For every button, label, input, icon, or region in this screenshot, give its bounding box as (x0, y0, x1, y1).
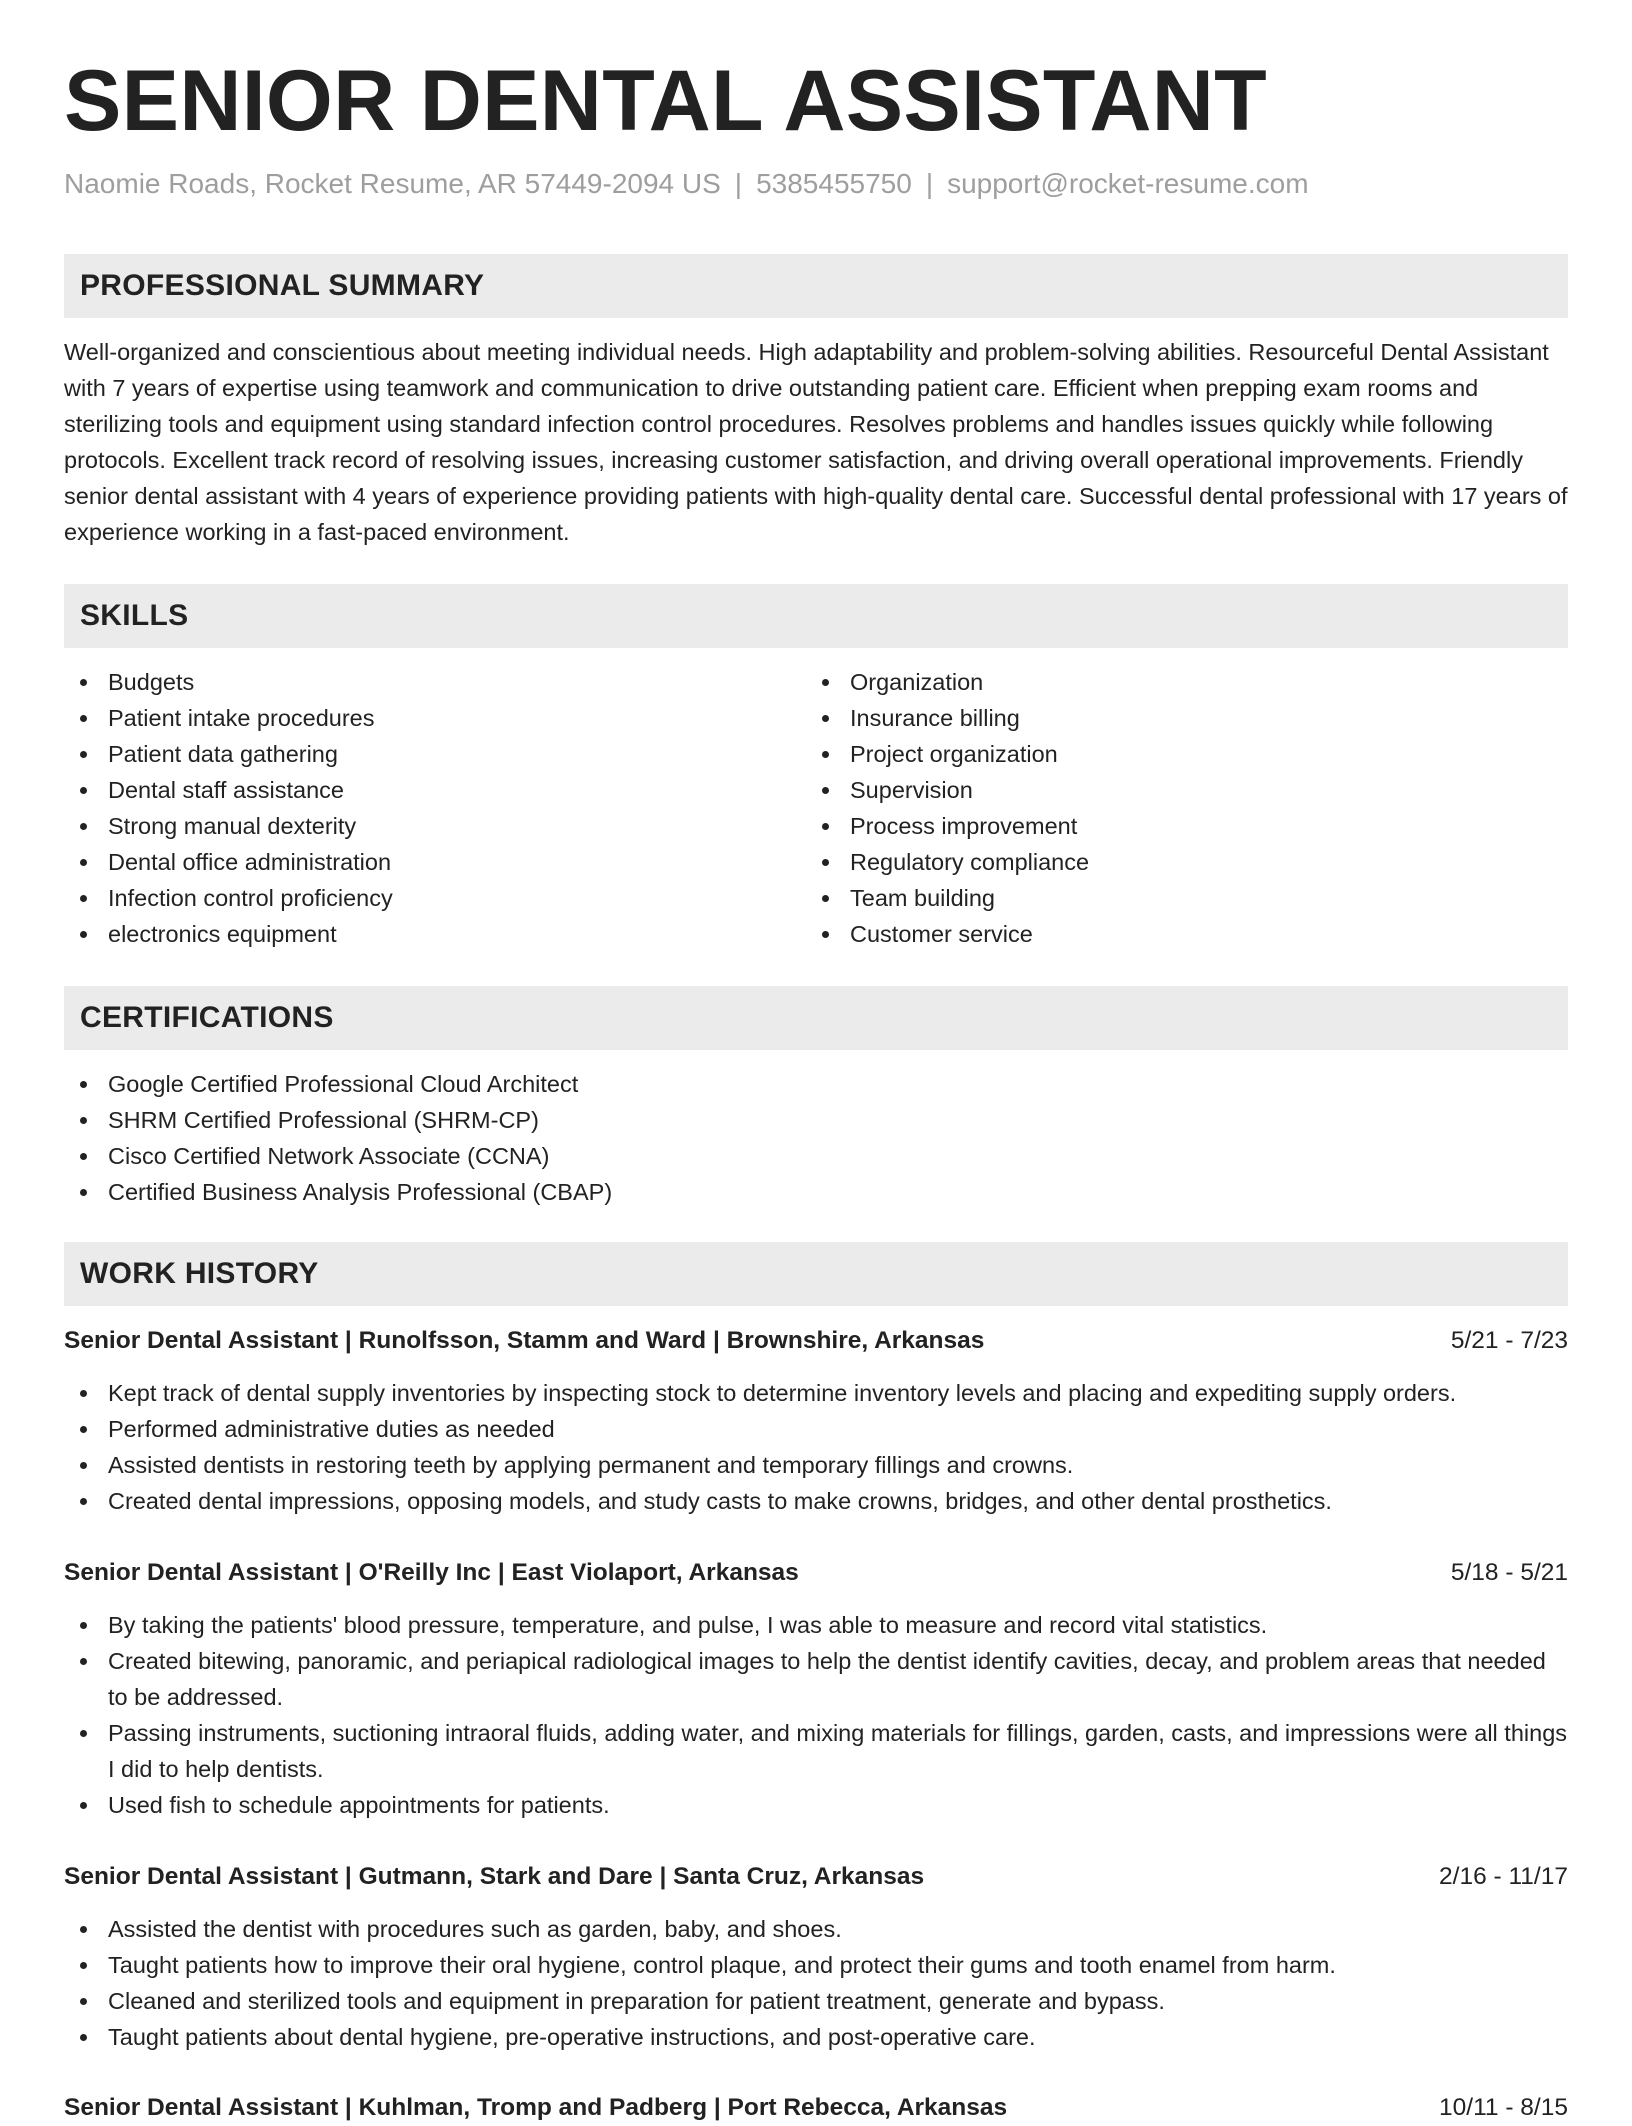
skill-item: Team building (806, 880, 1506, 916)
job-bullets (64, 1911, 1568, 2055)
job-bullet: Passing instruments, suctioning intraoral fluids, adding water, and mixing materials for fillings, garden, casts, and impressions were all things I did to help dentists. (64, 1715, 1568, 1787)
job-dates: 5/21 - 7/23 (1450, 1327, 1568, 1354)
skill-item: Customer service (806, 916, 1506, 952)
section-title-summary: PROFESSIONAL SUMMARY (80, 269, 485, 302)
job-dates: 10/11 - 8/15 (1439, 2094, 1568, 2121)
job-bullet: Performed administrative duties as needed (64, 1411, 1568, 1447)
section-title-certifications: CERTIFICATIONS (80, 1001, 334, 1034)
section-header-certifications (64, 986, 1568, 1050)
job-bullet: Taught patients how to improve their oral hygiene, control plaque, and protect their gums and tooth enamel from harm. (64, 1947, 1568, 1983)
skills-left-column (64, 664, 764, 952)
job-bullet: Cleaned and sterilized tools and equipment in preparation for patient treatment, generate and bypass. (64, 1983, 1568, 2019)
contact-address: Naomie Roads, Rocket Resume, AR 57449-2094 US (64, 168, 721, 199)
skill-item: electronics equipment (64, 916, 764, 952)
skill-item: Organization (806, 664, 1506, 700)
skill-item: Regulatory compliance (806, 844, 1506, 880)
job-dates: 2/16 - 11/17 (1439, 1863, 1568, 1890)
certifications-list (64, 1066, 1568, 1210)
job-bullets (64, 1375, 1568, 1519)
job-bullet: Created bitewing, panoramic, and periapical radiological images to help the dentist identify cavities, decay, and problem areas that needed to be addressed. (64, 1643, 1568, 1715)
skill-item: Supervision (806, 772, 1506, 808)
contact-separator: | (925, 168, 934, 199)
job-header (64, 2090, 1568, 2126)
contact-email: support@rocket-resume.com (947, 168, 1309, 199)
skill-item: Process improvement (806, 808, 1506, 844)
resume-title: SENIOR DENTAL ASSISTANT (64, 53, 1268, 149)
skill-item: Insurance billing (806, 700, 1506, 736)
job-title: Senior Dental Assistant | Kuhlman, Tromp and Padberg | Port Rebecca, Arkansas (64, 2094, 1008, 2121)
skill-item: Strong manual dexterity (64, 808, 764, 844)
skill-item: Budgets (64, 664, 764, 700)
job-bullets (64, 1607, 1568, 1823)
contact-phone: 5385455750 (756, 168, 912, 199)
job-title: Senior Dental Assistant | Runolfsson, Stamm and Ward | Brownshire, Arkansas (64, 1327, 985, 1354)
job-bullet: By taking the patients' blood pressure, temperature, and pulse, I was able to measure and record vital statistics. (64, 1607, 1568, 1643)
skill-item: Dental office administration (64, 844, 764, 880)
job-header (64, 1859, 1568, 1895)
job-title: Senior Dental Assistant | O'Reilly Inc | East Violaport, Arkansas (64, 1559, 799, 1586)
contact-separator: | (734, 168, 743, 199)
skill-item: Patient data gathering (64, 736, 764, 772)
section-header-work-history (64, 1242, 1568, 1306)
job-bullet: Taught patients about dental hygiene, pre-operative instructions, and post-operative care. (64, 2019, 1568, 2055)
job-bullet: Kept track of dental supply inventories by inspecting stock to determine inventory levels and placing and expediting supply orders. (64, 1375, 1568, 1411)
certification-item: Cisco Certified Network Associate (CCNA) (64, 1138, 1568, 1174)
section-title-work-history: WORK HISTORY (80, 1257, 319, 1290)
certification-item: SHRM Certified Professional (SHRM-CP) (64, 1102, 1568, 1138)
skill-item: Infection control proficiency (64, 880, 764, 916)
summary-text: Well-organized and conscientious about meeting individual needs. High adaptability and problem-solving abilities. Resourceful Dental Assistant with 7 years of expertise using teamwork and communication to drive outstanding patient care. Efficient when prepping exam rooms and sterilizing tools and equipment using standard infection control procedures. Resolves problems and handles issues quickly while following protocols. Excellent track record of resolving issues, increasing customer satisfaction, and driving overall operational improvements. Friendly senior dental assistant with 4 years of experience providing patients with high-quality dental care. Successful dental professional with 17 years of experience working in a fast-paced environment. (64, 339, 1568, 545)
skills-right-column (806, 664, 1506, 952)
skill-item: Dental staff assistance (64, 772, 764, 808)
skill-item: Project organization (806, 736, 1506, 772)
job-header (64, 1555, 1568, 1591)
job-title: Senior Dental Assistant | Gutmann, Stark and Dare | Santa Cruz, Arkansas (64, 1863, 925, 1890)
job-bullet: Created dental impressions, opposing models, and study casts to make crowns, bridges, and other dental prosthetics. (64, 1483, 1568, 1519)
certification-item: Certified Business Analysis Professional (CBAP) (64, 1174, 1568, 1210)
job-dates: 5/18 - 5/21 (1450, 1559, 1568, 1586)
section-title-skills: SKILLS (80, 599, 189, 632)
contact-line (64, 168, 1309, 200)
skill-item: Patient intake procedures (64, 700, 764, 736)
section-header-summary (64, 254, 1568, 318)
job-bullet: Used fish to schedule appointments for patients. (64, 1787, 1568, 1823)
certification-item: Google Certified Professional Cloud Architect (64, 1066, 1568, 1102)
section-header-skills (64, 584, 1568, 648)
job-bullet: Assisted the dentist with procedures such as garden, baby, and shoes. (64, 1911, 1568, 1947)
job-header (64, 1323, 1568, 1359)
job-bullet: Assisted dentists in restoring teeth by applying permanent and temporary fillings and crowns. (64, 1447, 1568, 1483)
